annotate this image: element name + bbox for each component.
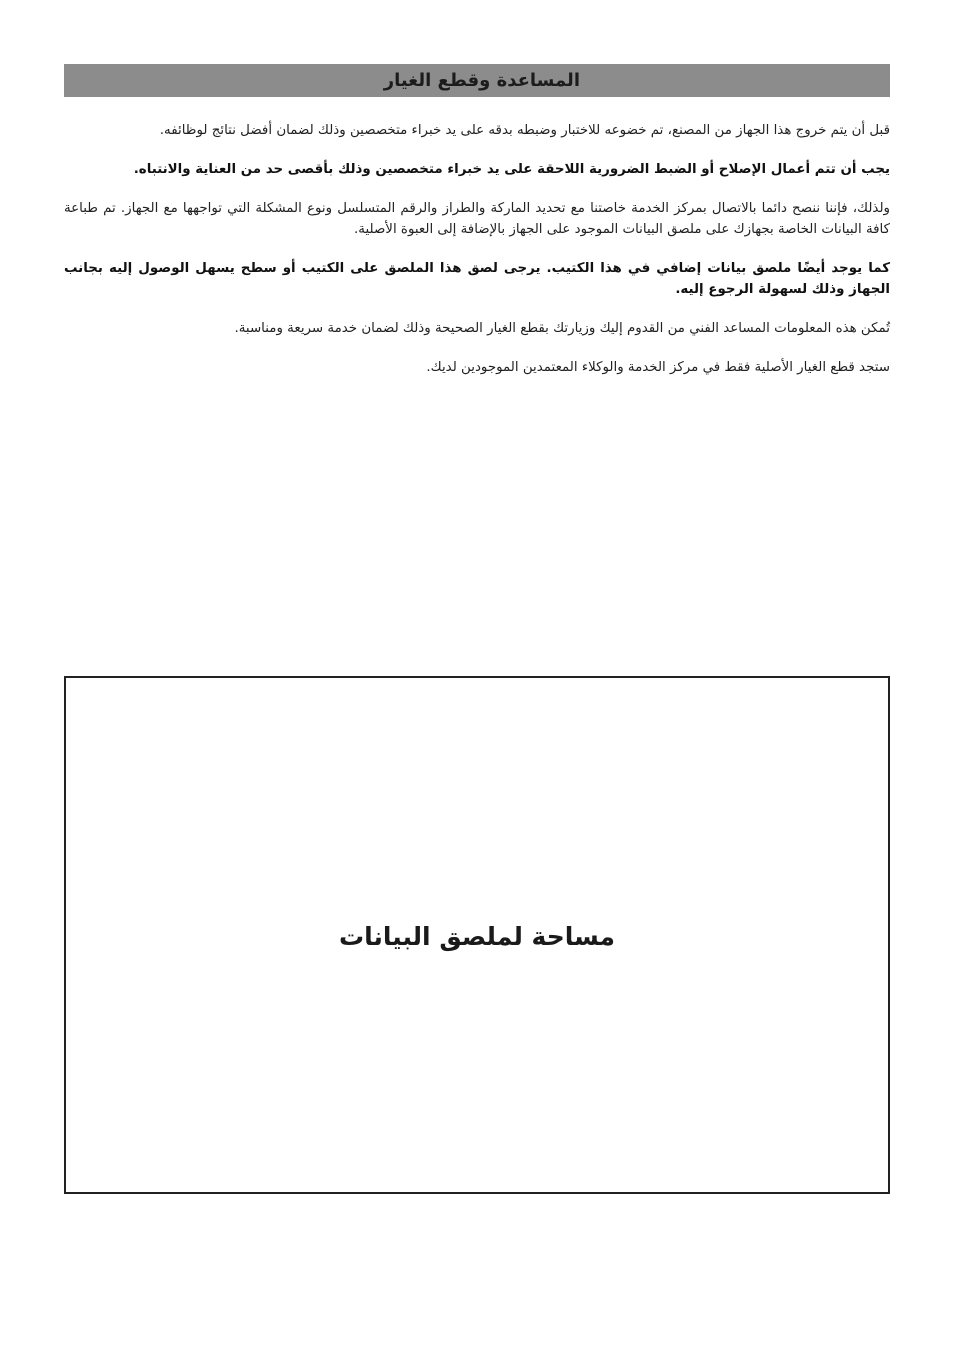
data-label-area bbox=[64, 676, 890, 1194]
section-header-bar bbox=[64, 64, 890, 97]
paragraph-factory-testing: قبل أن يتم خروج هذا الجهاز من المصنع، تم خضوعه للاختبار وضبطه بدقه على يد خبراء متخصصين وذلك لضمان أفضل نتائج لوظائفه. bbox=[159, 123, 890, 138]
paragraph-service-contact: ولذلك، فإننا ننصح دائما بالاتصال بمركز الخدمة خاصتنا مع تحديد الماركة والطراز والرقم المتسلسل ونوع المشكلة التي تواجهها مع الجهاز. تم طباعة كافة البيانات الخاصة بجهازك على ملصق البيانات الموجود على الجهاز بالإضافة إلى العبوة الأصلية. bbox=[64, 201, 890, 237]
paragraph-original-parts: ستجد قطع الغيار الأصلية فقط في مركز الخدمة والوكلاء المعتمدين الموجودين لديك. bbox=[426, 360, 890, 375]
body-text bbox=[64, 120, 890, 396]
paragraph-extra-label: كما يوجد أيضًا ملصق بيانات إضافي في هذا الكتيب. يرجى لصق هذا الملصق على الكتيب أو سطح يسهل الوصول إليه بجانب الجهاز وذلك لسهولة الرجوع إليه. bbox=[64, 261, 890, 297]
section-title: المساعدة وقطع الغيار bbox=[383, 69, 580, 91]
paragraph-technician-info: تُمكن هذه المعلومات المساعد الفني من القدوم إليك وزيارتك بقطع الغيار الصحيحة وذلك لضمان خدمة سريعة ومناسبة. bbox=[234, 321, 890, 336]
paragraph-repair-warning: يجب أن تتم أعمال الإصلاح أو الضبط الضرورية اللاحقة على يد خبراء متخصصين وذلك بأقصى حد من العناية والانتباه. bbox=[133, 162, 890, 177]
data-label-area-caption: مساحة لملصق البيانات bbox=[338, 921, 616, 951]
